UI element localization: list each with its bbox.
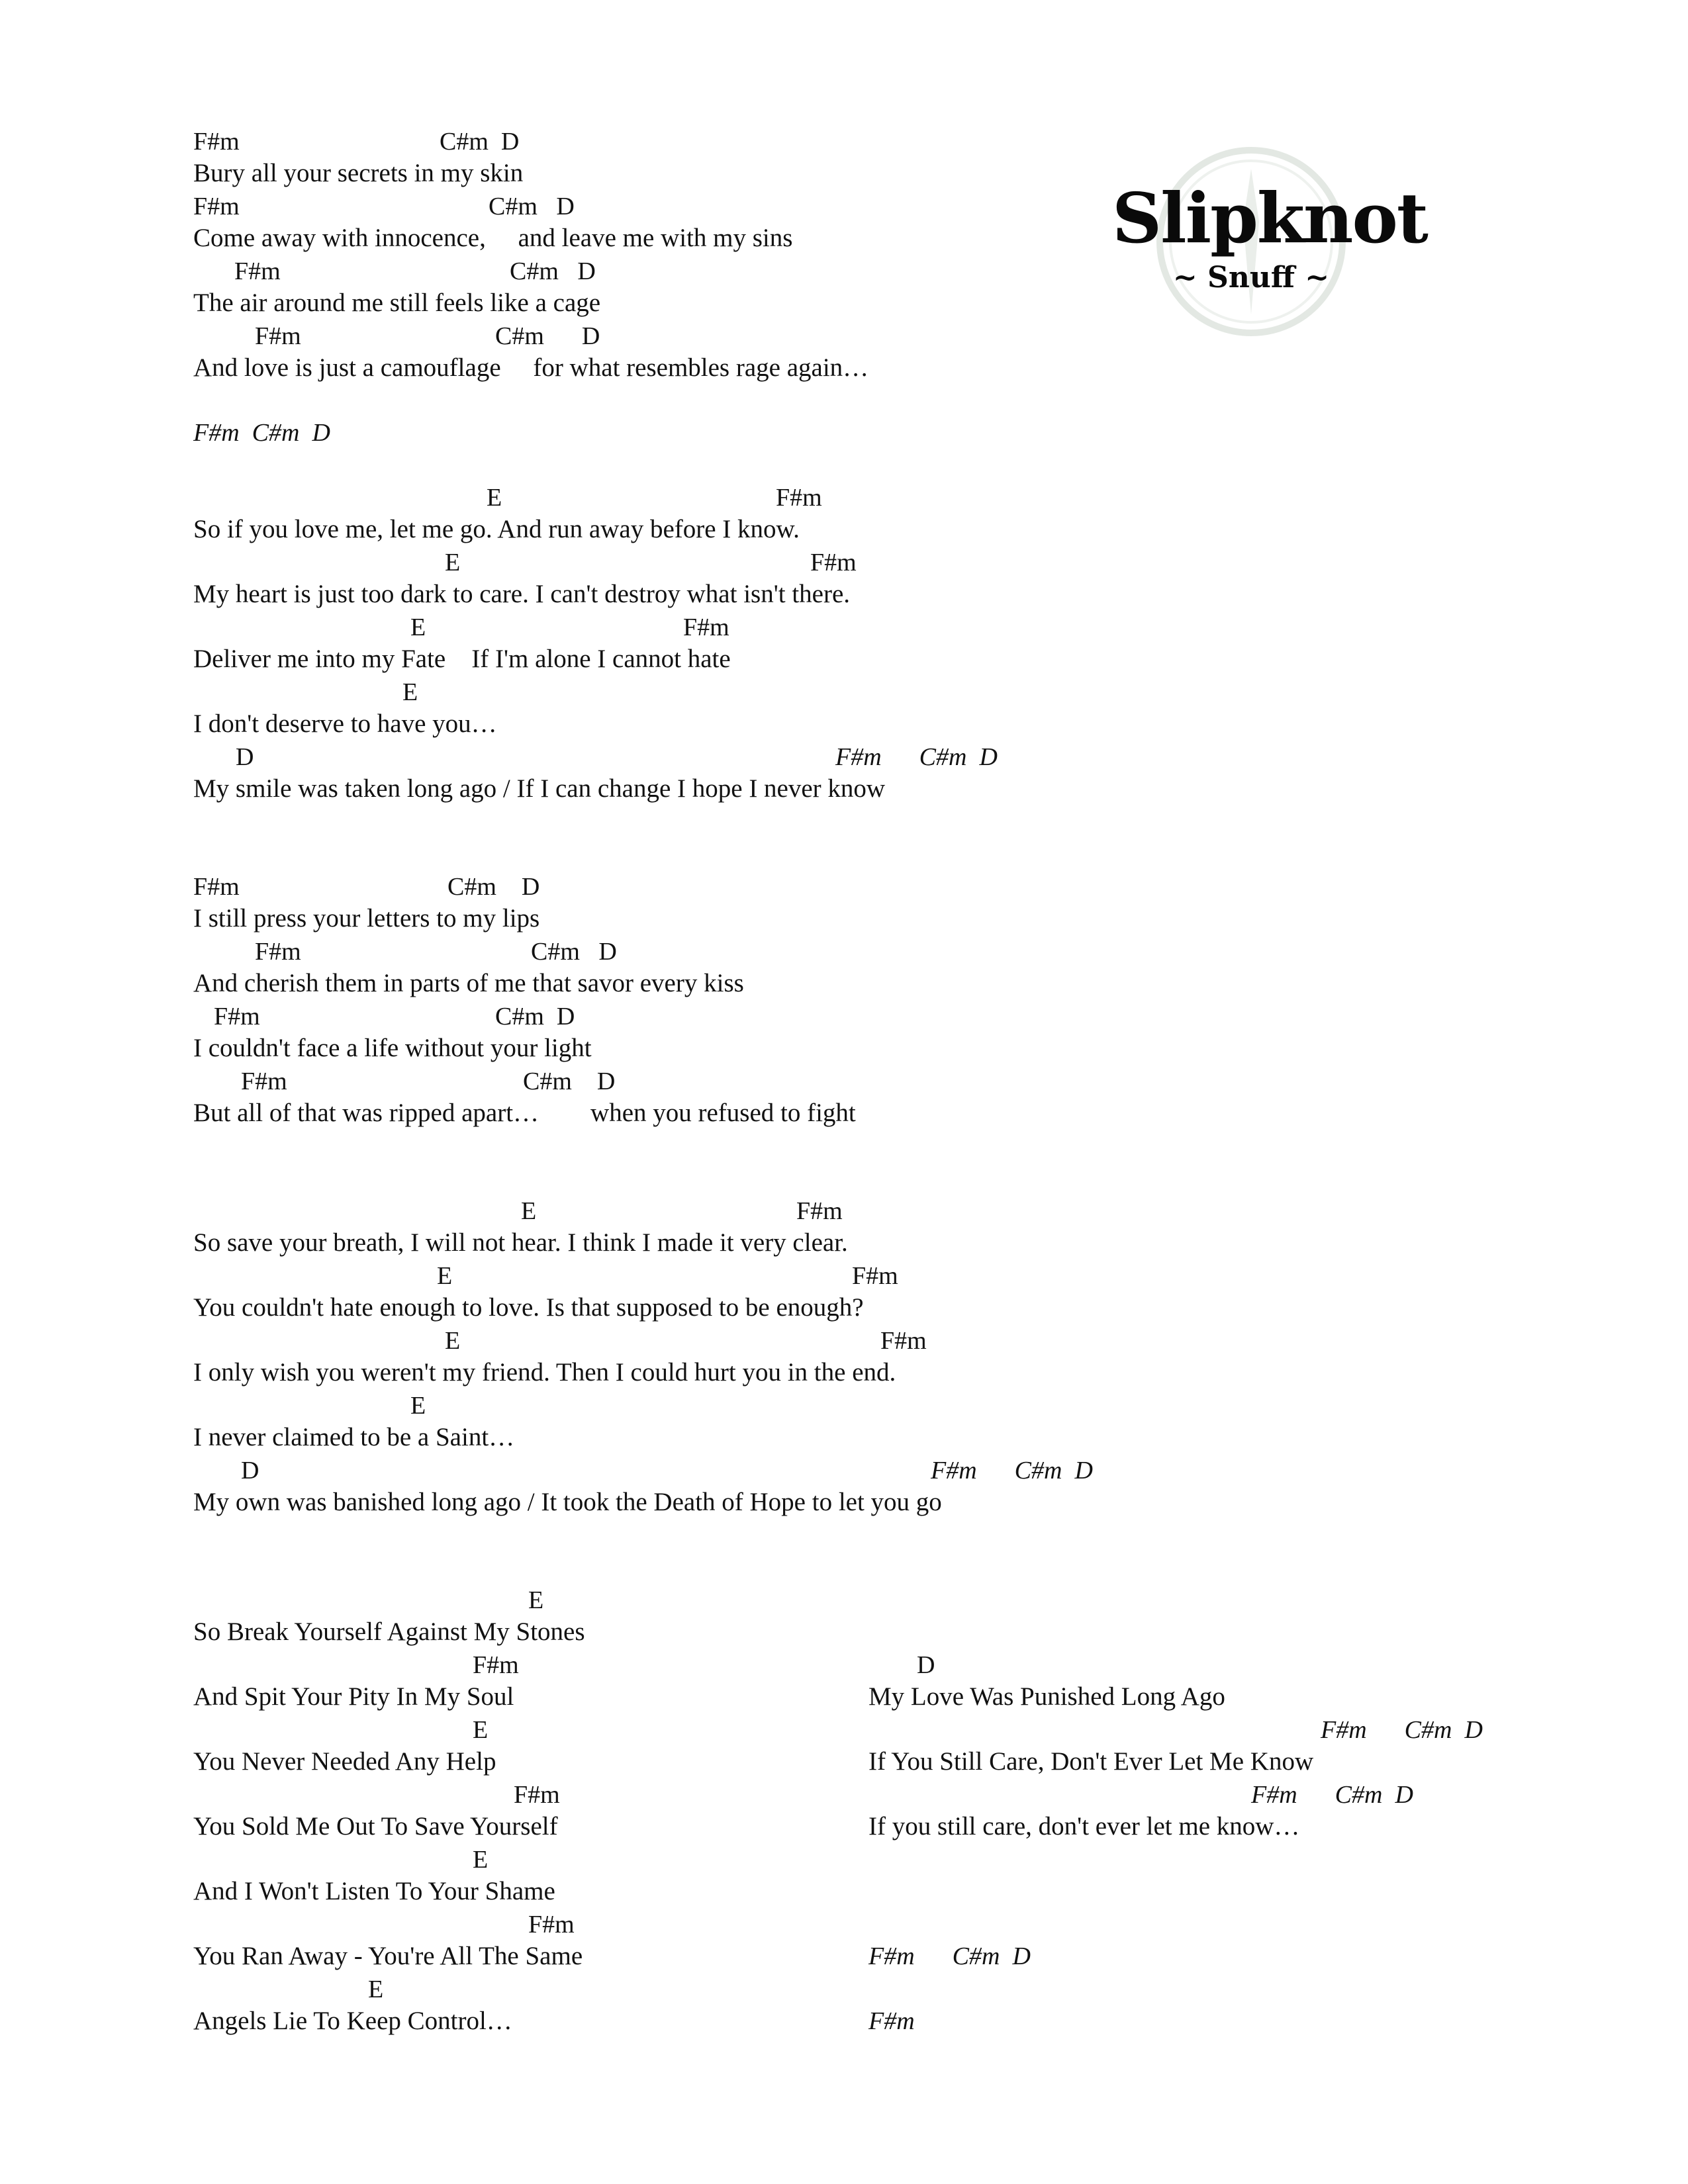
lyric-line: Come away with innocence, and leave me with my sins — [193, 224, 793, 252]
lyric-line: I still press your letters to my lips — [193, 904, 540, 933]
chord: F#m — [214, 1003, 260, 1030]
lyric-line: I never claimed to be a Saint… — [193, 1423, 515, 1451]
lyric-line: So if you love me, let me go. And run away before I know. — [193, 515, 800, 543]
chord: F#m C#m D — [1321, 1716, 1483, 1744]
logo-title: Slipknot — [1112, 177, 1427, 259]
slipknot-snuff-logo — [1112, 142, 1427, 341]
lyric-line: You couldn't hate enough to love. Is that supposed to be enough? — [193, 1293, 864, 1322]
chord: C#m D — [510, 257, 596, 285]
chord: F#m — [234, 257, 281, 285]
chord: E — [487, 484, 502, 512]
lyric-line: And love is just a camouflage for what resembles rage again… — [193, 353, 869, 382]
lyric-line: My smile was taken long ago / If I can change I hope I never know — [193, 774, 886, 803]
chord: F#m — [880, 1327, 927, 1355]
chord: C#m D — [440, 128, 520, 156]
chord: F#m C#m D — [931, 1457, 1093, 1484]
chord: F#m — [852, 1262, 898, 1290]
lyric-line: I only wish you weren't my friend. Then I could hurt you in the end. — [193, 1358, 896, 1387]
lyric-line: My Love Was Punished Long Ago — [868, 1682, 1225, 1711]
chord: F#m C#m D — [835, 743, 998, 771]
lyric-line: Bury all your secrets in my skin — [193, 159, 524, 187]
chord: D — [236, 743, 254, 771]
lyric-line: And I Won't Listen To Your Shame — [193, 1877, 555, 1905]
lyric-line: My heart is just too dark to care. I can't destroy what isn't there. — [193, 580, 851, 608]
lyric-line: You Ran Away - You're All The Same — [193, 1942, 583, 1970]
chord: F#m — [255, 322, 301, 350]
lyric-line: And cherish them in parts of me that savor every kiss — [193, 969, 744, 997]
chord: D — [917, 1651, 935, 1679]
interlude-chords: F#m C#m D — [193, 419, 330, 447]
lyric-line: My own was banished long ago / It took the Death of Hope to let you go — [193, 1488, 942, 1516]
chord: F#m — [473, 1651, 519, 1679]
lyric-line: And Spit Your Pity In My Soul — [193, 1682, 514, 1711]
chord: C#m D — [495, 322, 600, 350]
chord: F#m C#m D — [1251, 1781, 1413, 1809]
chord: F#m — [193, 873, 240, 901]
chord: C#m D — [447, 873, 540, 901]
lyric-line: So save your breath, I will not hear. I think I made it very clear. — [193, 1228, 848, 1257]
lyric-line: Deliver me into my Fate If I'm alone I cannot hate — [193, 645, 731, 673]
lyric-line: Angels Lie To Keep Control… — [193, 2007, 512, 2035]
chord: F#m — [796, 1197, 843, 1225]
chord: C#m D — [523, 1068, 616, 1095]
chord: F#m — [683, 614, 729, 641]
chord: C#m D — [489, 193, 575, 220]
chord: F#m — [255, 938, 301, 966]
lyric-line: If you still care, don't ever let me know… — [868, 1812, 1300, 1841]
chord: E — [528, 1586, 544, 1614]
chord: E — [473, 1716, 489, 1744]
outro-chords: F#m C#m D — [868, 1942, 1031, 1970]
lyric-line: You Sold Me Out To Save Yourself — [193, 1812, 558, 1841]
chord: E — [473, 1846, 489, 1874]
lyric-line: I couldn't face a life without your light — [193, 1034, 592, 1062]
chord: E — [521, 1197, 537, 1225]
chord: F#m — [193, 193, 240, 220]
chord: F#m — [193, 128, 240, 156]
chord: E — [410, 1392, 426, 1420]
chord: F#m — [528, 1911, 575, 1938]
lyric-line: You Never Needed Any Help — [193, 1747, 496, 1776]
chord: C#m D — [495, 1003, 575, 1030]
lyric-line: So Break Yourself Against My Stones — [193, 1617, 585, 1646]
chord: E — [402, 678, 418, 706]
chord: E — [445, 549, 461, 576]
chord: E — [368, 1976, 384, 2003]
chord: F#m — [514, 1781, 560, 1809]
lyric-line: The air around me still feels like a cage — [193, 289, 601, 317]
chord: D — [241, 1457, 259, 1484]
chord: C#m D — [531, 938, 617, 966]
chord: F#m — [241, 1068, 287, 1095]
chord: F#m — [776, 484, 822, 512]
chord: F#m — [810, 549, 857, 576]
logo-subtitle: ~ Snuff ~ — [1172, 261, 1330, 295]
lyric-line: If You Still Care, Don't Ever Let Me Know — [868, 1747, 1314, 1776]
chord: E — [437, 1262, 453, 1290]
lyric-line: I don't deserve to have you… — [193, 709, 497, 738]
chord: E — [410, 614, 426, 641]
chord: E — [445, 1327, 461, 1355]
outro-final-chord: F#m — [868, 2007, 915, 2035]
lyric-line: But all of that was ripped apart… when you refused to fight — [193, 1099, 856, 1127]
